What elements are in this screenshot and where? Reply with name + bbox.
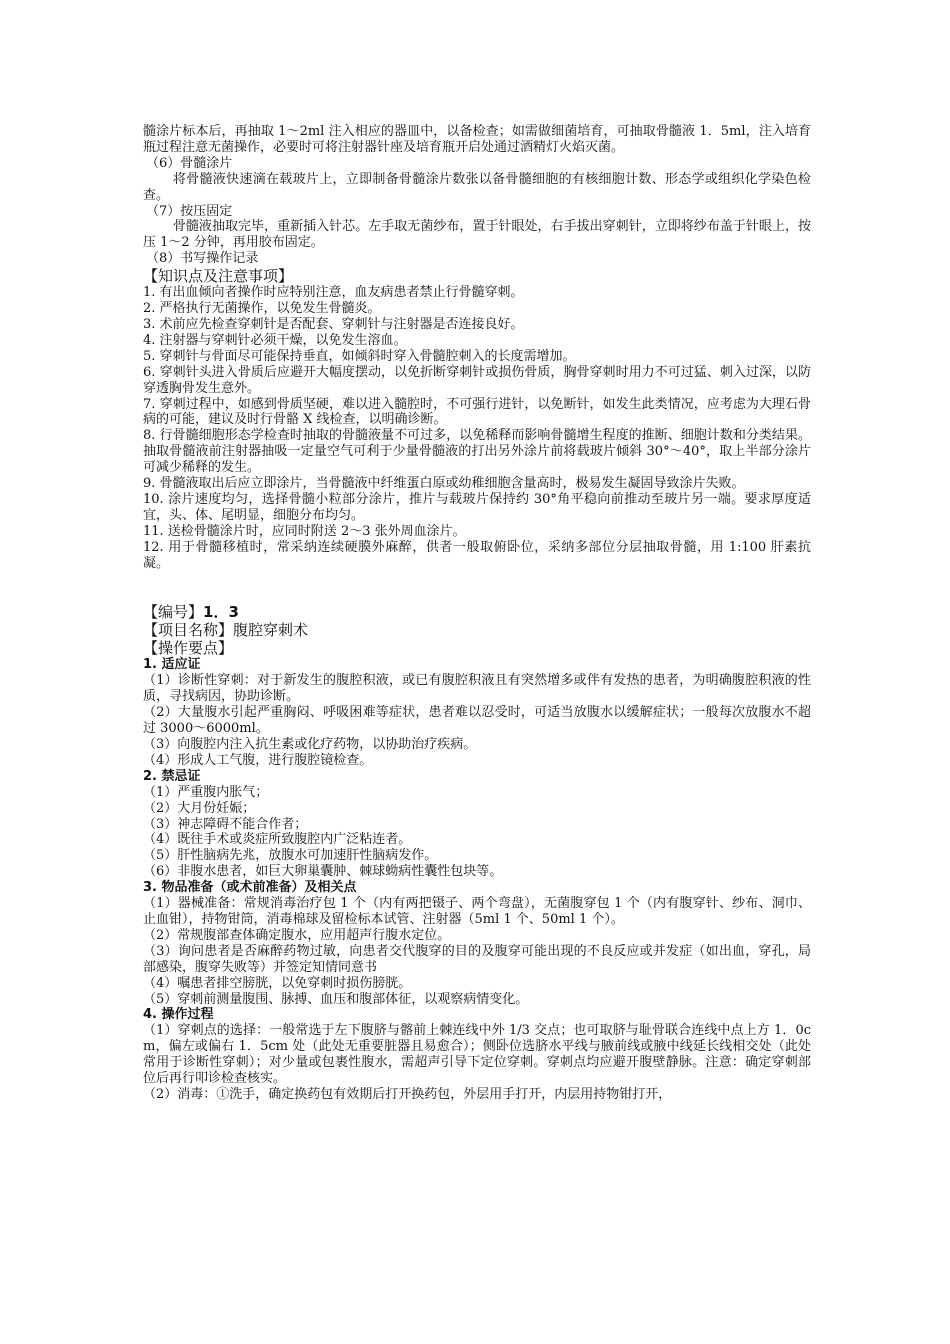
operation-points-title: 【操作要点】 xyxy=(143,639,234,658)
code-line xyxy=(143,603,811,621)
indication-item: （4）形成人工气腹，进行腹腔镜检查。 xyxy=(143,752,373,768)
procedure-item: （1）穿刺点的选择：一般常选于左下腹脐与髂前上棘连线中外 1/3 交点；也可取脐与耻骨联合连线中点上方 1．0cm，偏左或偏右 1．5cm 处（此处无重要脏器且易愈合）；侧卧位选脐水平线与腋前线或腋中线延长线相交处（此处常用于诊断性穿刺）；对少量或包裹性腹水，需超声引导下定位穿刺。穿刺点均应避开腹壁静脉。注意：确定穿刺部位后再行叩诊检查核实。 xyxy=(143,1023,811,1087)
procedure-heading: 4. 操作过程 xyxy=(143,1007,214,1023)
step-7-paragraph: 骨髓液抽取完毕，重新插入针芯。左手取无菌纱布，置于针眼处，右手拔出穿刺针，立即将纱布盖于针眼上，按压 1～2 分钟，再用胶布固定。 xyxy=(143,219,811,251)
code-value: 1．3 xyxy=(203,603,239,622)
contraindication-item: （5）肝性脑病先兆，放腹水可加速肝性脑病发作。 xyxy=(143,848,438,864)
preparation-item: （4）嘱患者排空膀胱，以免穿刺时损伤膀胱。 xyxy=(143,975,412,991)
note-item: 10. 涂片速度均匀，选择骨髓小粒部分涂片，推片与载玻片保持约 30°角平稳向前推动至玻片另一端。要求厚度适宜，头、体、尾明显，细胞分布均匀。 xyxy=(143,491,811,523)
indication-item: （2）大量腹水引起严重胸闷、呼吸困难等症状，患者难以忍受时，可适当放腹水以缓解症状；一般每次放腹水不超过 3000～6000ml。 xyxy=(143,705,811,737)
knowledge-points-title: 【知识点及注意事项】 xyxy=(143,267,294,286)
paragraph-marrow-smear-culture: 髓涂片标本后，再抽取 1～2ml 注入相应的器皿中，以备检查；如需做细菌培育，可抽取骨髓液 1．5ml，注入培育瓶过程注意无菌操作，必要时可将注射器针座及培育瓶开启处通过酒精灯火焰灭菌。 xyxy=(143,124,811,155)
procedure-item: （2）消毒：①洗手，确定换药包有效期后打开换药包，外层用手打开，内层用持物钳打开， xyxy=(143,1086,672,1102)
section-gap xyxy=(143,571,811,603)
step-6-heading: （6）骨髓涂片 xyxy=(146,155,233,171)
project-name-line xyxy=(143,621,811,639)
note-item: 4. 注射器与穿刺针必须干燥，以免发生溶血。 xyxy=(143,332,407,348)
code-label: 【编号】 xyxy=(143,603,204,622)
project-name-label: 【项目名称】 xyxy=(143,621,234,640)
step-7-heading: （7）按压固定 xyxy=(146,203,233,219)
note-item: 3. 术前应先检查穿刺针是否配套、穿刺针与注射器是否连接良好。 xyxy=(143,316,524,332)
contraindication-item: （1）严重腹内胀气； xyxy=(143,784,269,800)
preparation-heading: 3. 物品准备（或术前准备）及相关点 xyxy=(143,880,357,896)
project-name-value: 腹腔穿刺术 xyxy=(233,621,309,640)
note-item: 1. 有出血倾向者操作时应特别注意，血友病患者禁止行骨髓穿刺。 xyxy=(143,285,524,301)
note-item: 7. 穿刺过程中，如感到骨质坚硬，难以进入髓腔时，不可强行进针，以免断针，如发生此类情况，应考虑为大理石骨病的可能，建议及时行骨骼 X 线检查，以明确诊断。 xyxy=(143,396,811,428)
document-page xyxy=(143,124,811,1103)
step-6-paragraph: 将骨髓液快速滴在载玻片上，立即制备骨髓涂片数张以备骨髓细胞的有核细胞计数、形态学或组织化学染色检查。 xyxy=(143,171,811,203)
indication-item: （3）向腹腔内注入抗生素或化疗药物，以协助治疗疾病。 xyxy=(143,737,477,752)
note-item: 11. 送检骨髓涂片时，应同时附送 2～3 张外周血涂片。 xyxy=(143,523,466,539)
preparation-item: （1）器械准备：常规消毒治疗包 1 个（内有两把镊子、两个弯盘），无菌腹穿包 1 个（内有腹穿针、纱布、洞巾、止血钳），持物钳筒，消毒棉球及留检标本试管、注射器（5ml 1 个、50ml 1 个）。 xyxy=(143,896,811,927)
contraindications-heading: 2. 禁忌证 xyxy=(143,768,201,784)
contraindication-item: （6）非腹水患者，如巨大卵巢囊肿、棘球蚴病性囊性包块等。 xyxy=(143,864,503,880)
preparation-item: （3）询问患者是否麻醉药物过敏，向患者交代腹穿的目的及腹穿可能出现的不良反应或并发症（如出血，穿孔，局部感染，腹穿失败等）并签定知情同意书 xyxy=(143,943,811,975)
note-item: 5. 穿刺针与骨面尽可能保持垂直，如倾斜时穿入骨髓腔刺入的长度需增加。 xyxy=(143,348,576,364)
preparation-item: （5）穿刺前测量腹围、脉搏、血压和腹部体征，以观察病情变化。 xyxy=(143,991,529,1007)
note-item: 8. 行骨髓细胞形态学检查时抽取的骨髓液量不可过多，以免稀释而影响骨髓增生程度的推断、细胞计数和分类结果。抽取骨髓液前注射器抽吸一定量空气可利于少量骨髓液的打出另外涂片前将载玻片倾斜 30°～40°，取上半部分涂片可减少稀释的发生。 xyxy=(143,428,811,476)
note-item: 2. 严格执行无菌操作，以免发生骨髓炎。 xyxy=(143,301,381,317)
preparation-item: （2）常规腹部查体确定腹水，应用超声行腹水定位。 xyxy=(143,927,451,943)
indication-item: （1）诊断性穿刺：对于新发生的腹腔积液，或已有腹腔积液且有突然增多或伴有发热的患者，为明确腹腔积液的性质，寻找病因，协助诊断。 xyxy=(143,673,811,705)
contraindication-item: （4）既往手术或炎症所致腹腔内广泛粘连者。 xyxy=(143,832,412,848)
notes-list xyxy=(143,285,811,571)
step-8-heading: （8）书写操作记录 xyxy=(146,251,259,267)
note-item: 6. 穿刺针头进入骨质后应避开大幅度摆动，以免折断穿刺针或损伤骨质，胸骨穿刺时用力不可过猛、刺入过深，以防穿透胸骨发生意外。 xyxy=(143,364,811,396)
note-item: 12. 用于骨髓移植时，常采纳连续硬膜外麻醉，供者一般取俯卧位，采纳多部位分层抽取骨髓，用 1:100 肝素抗凝。 xyxy=(143,539,811,571)
indications-heading: 1. 适应证 xyxy=(143,657,201,673)
contraindication-item: （3）神志障碍不能合作者； xyxy=(143,816,308,832)
contraindication-item: （2）大月份妊娠； xyxy=(143,800,256,816)
note-item: 9. 骨髓液取出后应立即涂片，当骨髓液中纤维蛋白原或幼稚细胞含量高时，极易发生凝固导致涂片失败。 xyxy=(143,476,745,492)
